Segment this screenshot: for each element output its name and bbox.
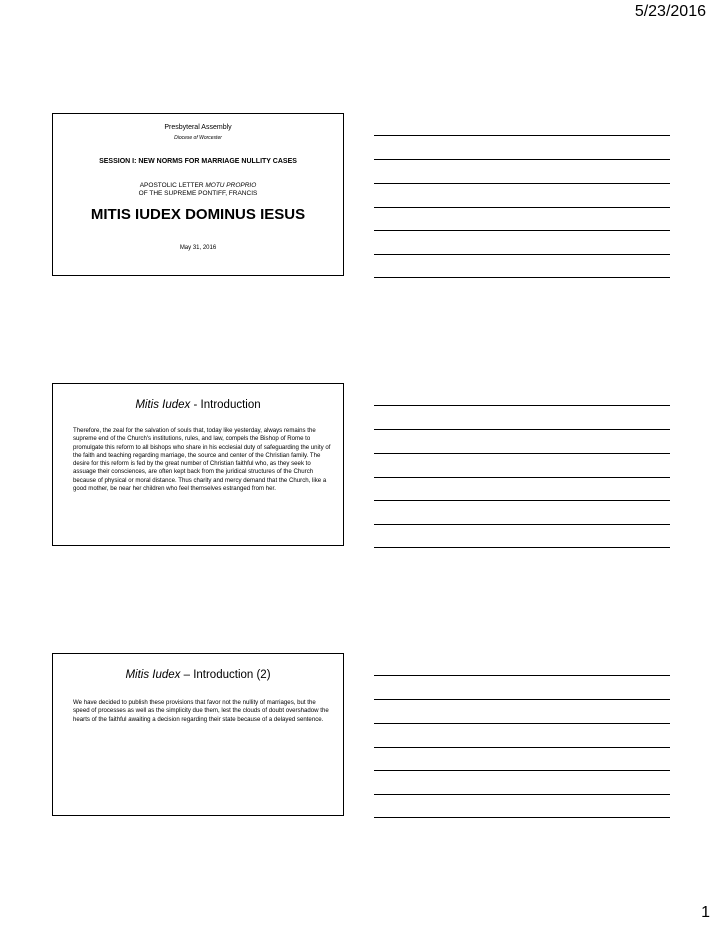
session-title: SESSION I: NEW NORMS FOR MARRIAGE NULLITY CASES: [99, 158, 297, 165]
slide-body: Therefore, the zeal for the salvation of souls that, today like yesterday, always remains the supreme end of the Church's institutions, rules, and law, compels the Bishop of Rome to promulgate this reform to all bishops who share in his ecclesial duty of safeguarding the unity of the faith and teaching regarding marriage, the source and center of the Christian family. The desire for this reform is fed by the great number of Christian faithful who, as they seek to assuage their consciences, are often kept back from the juridical structures of the Church because of physical or moral distance. Thus charity and mercy demand that the Church, like a good mother, be near her children who feel themselves estranged from her.: [73, 427, 331, 493]
note-line: [374, 817, 670, 818]
apostolic-letter: [53, 182, 343, 198]
slide-title: [53, 669, 343, 681]
slide-title: [53, 399, 343, 411]
slide-1: [52, 113, 344, 276]
note-line: [374, 183, 670, 184]
note-line: [374, 254, 670, 255]
organization-name: Presbyteral Assembly: [164, 124, 232, 131]
note-line: [374, 723, 670, 724]
note-line: [374, 500, 670, 501]
note-line: [374, 207, 670, 208]
note-line: [374, 524, 670, 525]
document-title: MITIS IUDEX DOMINUS IESUS: [90, 206, 306, 223]
note-line: [374, 135, 670, 136]
note-line: [374, 547, 670, 548]
note-line: [374, 429, 670, 430]
note-line: [374, 405, 670, 406]
note-line: [374, 699, 670, 700]
slide-2: [52, 383, 344, 546]
slide-title-italic: Mitis Iudex: [135, 399, 191, 411]
note-line: [374, 794, 670, 795]
diocese-name: Diocese of Worcester: [174, 135, 222, 141]
note-line: [374, 453, 670, 454]
pontiff-line: OF THE SUPREME PONTIFF, FRANCIS: [138, 190, 258, 197]
note-line: [374, 770, 670, 771]
page-number: 1: [701, 904, 710, 921]
note-line: [374, 277, 670, 278]
note-line: [374, 159, 670, 160]
note-line: [374, 230, 670, 231]
slide-title-italic: Mitis Iudex: [125, 669, 181, 681]
slide-title-rest: – Introduction (2): [180, 669, 271, 681]
slide-3: [52, 653, 344, 816]
slide-date: May 31, 2016: [179, 245, 217, 251]
letter-italic: MOTU PROPRIO: [205, 182, 257, 189]
note-line: [374, 675, 670, 676]
page-date: 5/23/2016: [634, 3, 706, 20]
note-line: [374, 747, 670, 748]
note-line: [374, 477, 670, 478]
slide-body: We have decided to publish these provisions that favor not the nullity of marriages, but the speed of processes as well as the simplicity due them, lest the clouds of doubt overshadow the hearts of the faithful awaiting a decision regarding their state because of a delayed sentence.: [73, 699, 329, 723]
slide-title-rest: - Introduction: [190, 399, 261, 411]
letter-prefix: APOSTOLIC LETTER: [139, 182, 206, 189]
